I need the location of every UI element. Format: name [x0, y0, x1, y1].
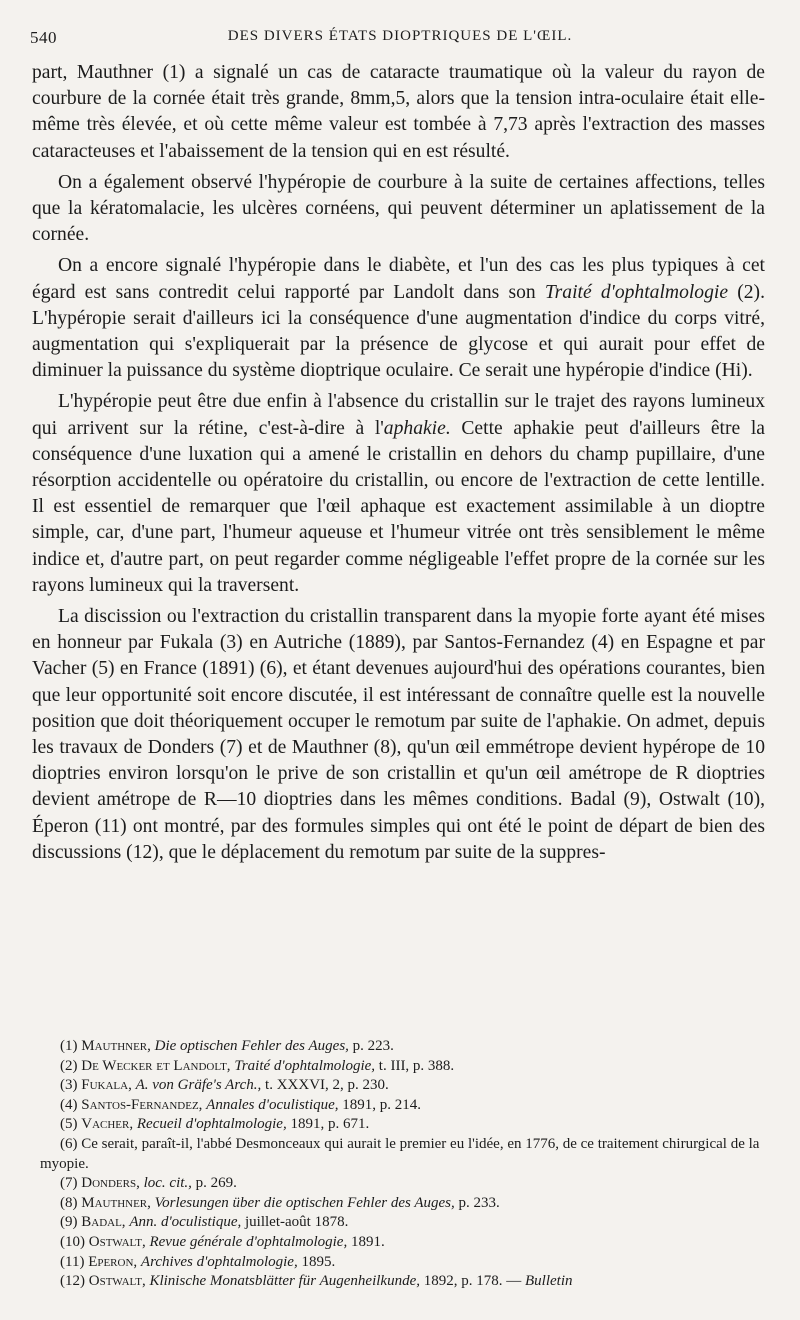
footnote [40, 1253, 780, 1273]
footnote [40, 1057, 780, 1077]
footnote-number: (10) [60, 1233, 89, 1250]
footnote-reference: t. XXXVI, 2, p. 230. [261, 1077, 389, 1094]
footnote-reference: juillet-août 1878. [241, 1214, 349, 1231]
footnote-reference: t. III, p. 388. [375, 1057, 455, 1074]
footnote-number: (5) [60, 1116, 82, 1133]
footnote-reference: 1895. [297, 1253, 336, 1270]
footnote [40, 1037, 780, 1057]
footnote-author: Mauthner, [81, 1194, 155, 1211]
footnote-title: Traité d'ophtalmologie, [234, 1057, 376, 1074]
footnote-author: De Wecker et Landolt, [81, 1057, 235, 1074]
footnote-reference: Ce serait, paraît-il, l'abbé Desmonceaux qui aurait le premier eu l'idée, en 1776, de ce traitement chirurgical de la myopie. [40, 1135, 760, 1172]
footnote-number: (6) [60, 1135, 82, 1152]
footnote [40, 1135, 780, 1174]
footnote-title: Recueil d'ophtalmologie, [136, 1116, 287, 1133]
footnote [40, 1174, 780, 1194]
footnote [40, 1272, 780, 1292]
footnote-title: A. von Gräfe's Arch., [135, 1077, 262, 1094]
footnote-author: Ostwalt, [88, 1273, 150, 1290]
paragraph-3-book-title: Traité d'ophtalmologie [544, 281, 729, 303]
footnote-tail: Bulletin [525, 1273, 573, 1290]
footnote-author: Ostwalt, [88, 1233, 150, 1250]
footnote-number: (8) [60, 1194, 82, 1211]
page-header [30, 28, 770, 52]
footnote-number: (12) [60, 1273, 89, 1290]
footnote-number: (1) [60, 1038, 82, 1054]
footnote-number: (4) [60, 1096, 82, 1113]
footnote-author: Badal, [81, 1214, 130, 1231]
footnote-author: Donders, [81, 1175, 144, 1192]
footnote-title: Annales d'oculistique, [206, 1096, 339, 1113]
footnote-title: loc. cit., [143, 1175, 192, 1192]
main-text [32, 60, 765, 871]
footnote-reference: p. 233. [454, 1194, 500, 1211]
footnote [40, 1194, 780, 1214]
paragraph-3-text-b: (2). L'hypéropie serait d'ailleurs ici la conséquence d'une augmentation d'indice du corps vitré, augmentation qui s'expliquerait par la présence de glycose et qui aurait pour effet de diminuer la puissance du système dioptrique oculaire. Ce serait une hypéropie d'indice (Hi). [32, 281, 765, 382]
paragraph-4-term: aphakie. [383, 417, 451, 439]
footnote-reference: 1891, p. 671. [286, 1116, 370, 1133]
footnote-title: Die optischen Fehler des Auges, [154, 1038, 349, 1054]
page-number: 540 [30, 28, 57, 47]
footnote [40, 1096, 780, 1116]
paragraph-4-text-a: L'hypéropie peut être due enfin à l'absence du cristallin sur le trajet des rayons lumineux qui arrivent sur la rétine, c'est-à-dire à l' [32, 391, 765, 439]
footnote [40, 1076, 780, 1096]
footnote-title: Revue générale d'ophtalmologie, [149, 1233, 348, 1250]
footnote-reference: 1891. [347, 1233, 385, 1250]
footnote [40, 1115, 780, 1135]
footnote-title: Klinische Monatsblätter für Augenheilkunde, [149, 1273, 420, 1290]
footnote-reference: p. 269. [191, 1175, 237, 1192]
paragraph-1: part, Mauthner (1) a signalé un cas de cataracte traumatique où la valeur du rayon de courbure de la cornée était très grande, 8mm,5, alors que la tension intra-oculaire était elle-même très élevée, et où cette même valeur est tombée à 7,73 après l'extraction des masses cataracteuses et l'abaissement de la tension qui en est résulté. [32, 62, 765, 162]
footnote-reference: 1891, p. 214. [338, 1096, 422, 1113]
footnote-number: (7) [60, 1175, 82, 1192]
footnote-title: Vorlesungen über die optischen Fehler des Auges, [154, 1194, 455, 1211]
footnote-title: Ann. d'oculistique, [129, 1214, 242, 1231]
footnote-number: (2) [60, 1057, 82, 1074]
footnote [40, 1233, 780, 1253]
footnote-reference: 1892, p. 178. — [420, 1273, 525, 1290]
paragraph-4 [32, 389, 765, 599]
paragraph-2: On a également observé l'hypéropie de courbure à la suite de certaines affections, telles que la kératomalacie, les ulcères cornéens, qui peuvent déterminer un aplatissement de la cornée. [32, 171, 765, 246]
paragraph-5: La discission ou l'extraction du cristallin transparent dans la myopie forte ayant été mises en honneur par Fukala (3) en Autriche (1889), par Santos-Fernandez (4) en Espagne et par Vacher (5) en France (1891) (6), et étant devenues aujourd'hui des opérations courantes, bien que leur opportunité soit encore discutée, il est intéressant de connaître quelle est la nouvelle position que doit théoriquement occuper le remotum par suite de l'aphakie. On admet, depuis les travaux de Donders (7) et de Mauthner (8), qu'un œil emmétrope devient hypérope de 10 dioptries environ lorsqu'on le prive de son cristallin et qu'un œil amétrope de R dioptries devient amétrope de R—10 dioptries dans les mêmes conditions. Badal (9), Ostwalt (10), Éperon (11) ont montré, par des formules simples qui ont été le point de départ de bien des discussions (12), que le déplacement du remotum par suite de la suppres- [32, 606, 765, 863]
footnotes [40, 1037, 780, 1292]
paragraph-4-text-b: Cette aphakie peut d'ailleurs être la conséquence d'une luxation qui a amené le cristallin en dehors du champ pupillaire, d'une résorption accidentelle ou opératoire du cristallin, ou encore de l'extraction de cette lentille. Il est essentiel de remarquer que l'œil aphaque est exactement assimilable à un dioptre simple, car, d'une part, l'humeur aqueuse et l'humeur vitrée ont très sensiblement le même indice et, d'autre part, on peut regarder comme négligeable l'effet propre de la cornée sur les rayons lumineux qui la traversent. [32, 417, 765, 596]
footnote-author: Fukala, [81, 1077, 136, 1094]
footnote [40, 1213, 780, 1233]
running-title: DES DIVERS ÉTATS DIOPTRIQUES DE L'ŒIL. [227, 28, 573, 44]
footnote-number: (11) [60, 1253, 89, 1270]
footnote-number: (9) [60, 1214, 82, 1231]
footnote-number: (3) [60, 1077, 82, 1094]
footnote-author: Santos-Fernandez, [81, 1096, 207, 1113]
footnote-author: Vacher, [81, 1116, 137, 1133]
footnote-title: Archives d'ophtalmologie, [140, 1253, 298, 1270]
paragraph-3-text-a: On a encore signalé l'hypéropie dans le diabète, et l'un des cas les plus typiques à cet égard est sans contredit celui rapporté par Landolt dans son [32, 255, 765, 303]
footnote-author: Mauthner, [81, 1038, 155, 1054]
footnote-author: Eperon, [88, 1253, 141, 1270]
paragraph-3 [32, 253, 765, 384]
footnote-reference: p. 223. [348, 1038, 394, 1054]
